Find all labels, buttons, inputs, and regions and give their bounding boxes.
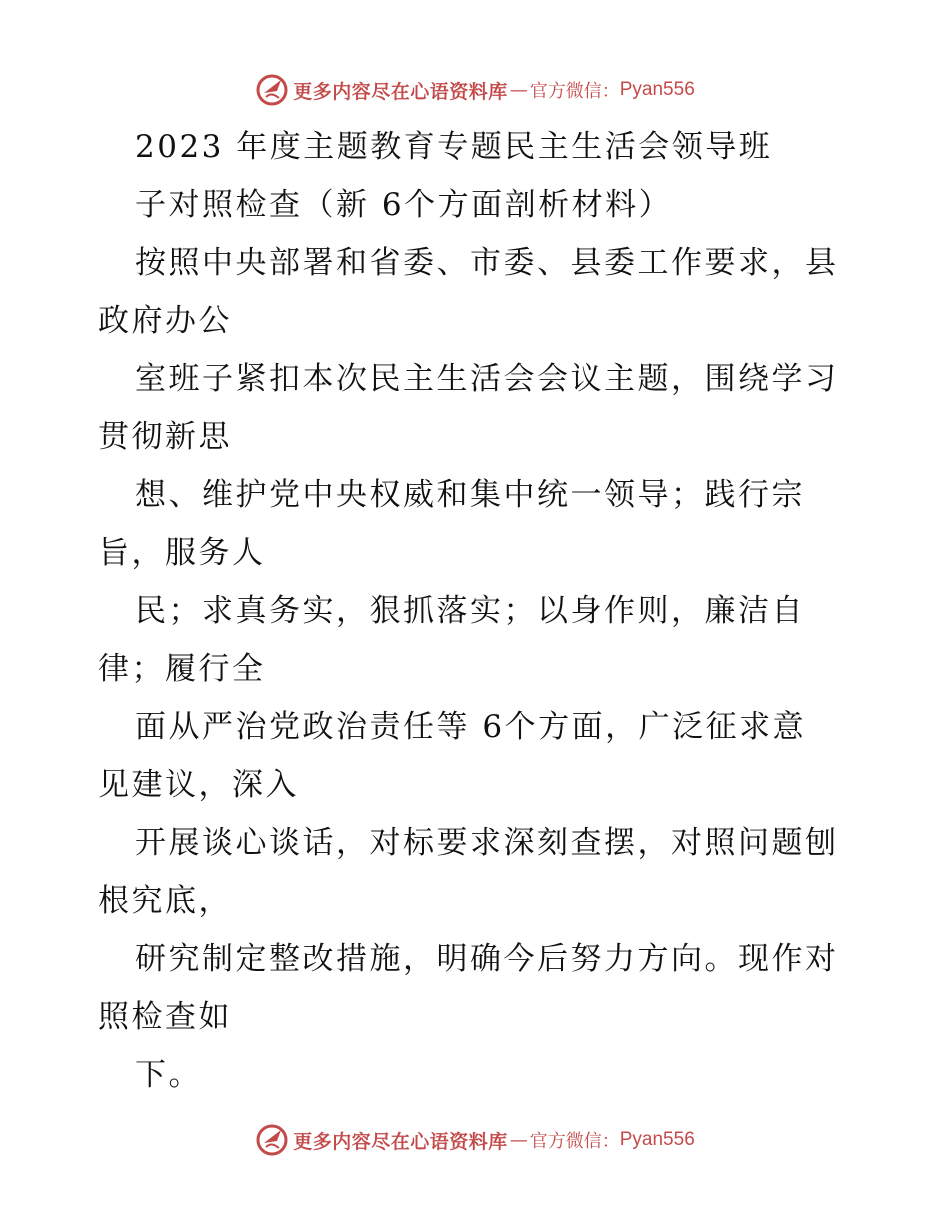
header-watermark <box>0 70 950 110</box>
text-line: 旨，服务人 <box>98 535 266 571</box>
watermark-text: 更多内容尽在心语资料库 <box>293 80 508 103</box>
text-line: 面从严治党政治责任等 6个方面，广泛征求意 <box>135 709 807 745</box>
text-line: 按照中央部署和省委、市委、县委工作要求，县 <box>135 245 839 281</box>
text-line: 根究底， <box>98 883 232 919</box>
document-title-line-1: 2023 年度主题教育专题民主生活会领导班 <box>135 129 773 165</box>
text-line: 见建议，深入 <box>98 767 299 803</box>
logo-icon <box>255 73 289 107</box>
watermark-id: Pyan556 <box>619 79 695 100</box>
text-line: 政府办公 <box>98 303 232 339</box>
text-line: 贯彻新思 <box>98 419 232 455</box>
text-line: 民；求真务实，狠抓落实；以身作则，廉洁自 <box>135 593 805 629</box>
footer-watermark <box>0 1120 950 1160</box>
watermark-label: 官方微信： <box>529 1131 620 1152</box>
watermark-text: 更多内容尽在心语资料库 <box>293 1130 508 1153</box>
document-title-line-2: 子对照检查（新 6个方面剖析材料） <box>135 187 673 223</box>
text-line: 下。 <box>135 1057 202 1093</box>
watermark-dash: — <box>509 79 528 101</box>
text-line: 想、维护党中央权威和集中统一领导；践行宗 <box>135 477 805 513</box>
watermark-id: Pyan556 <box>619 1129 695 1150</box>
text-line: 律；履行全 <box>98 651 266 687</box>
logo-icon <box>255 1123 289 1157</box>
text-line: 开展谈心谈话，对标要求深刻查摆，对照问题刨 <box>135 825 839 861</box>
watermark-dash: — <box>509 1129 528 1151</box>
text-line: 室班子紧扣本次民主生活会会议主题，围绕学习 <box>135 361 839 397</box>
text-line: 照检查如 <box>98 999 232 1035</box>
watermark-label: 官方微信： <box>529 81 620 102</box>
text-line: 研究制定整改措施，明确今后努力方向。现作对 <box>135 941 839 977</box>
